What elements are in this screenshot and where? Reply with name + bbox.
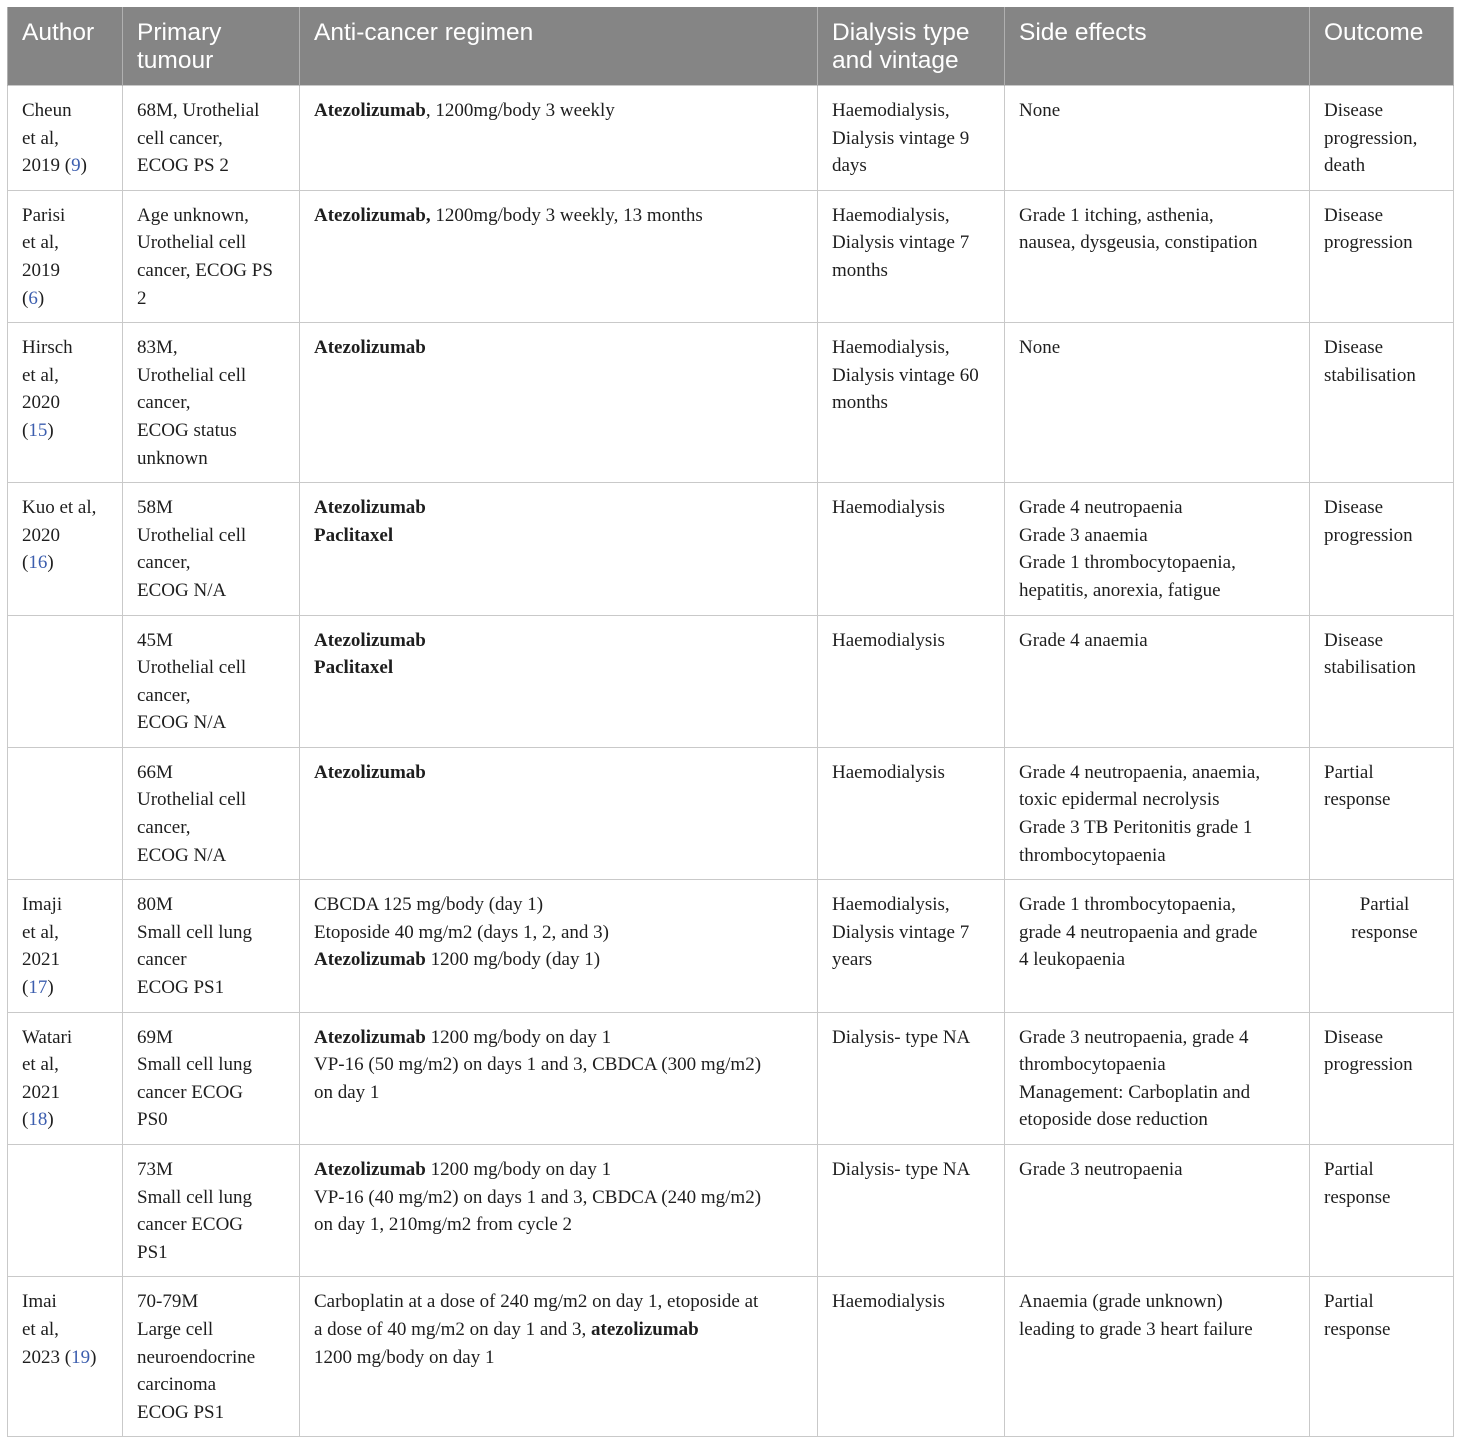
cell-outcome xyxy=(1310,86,1454,191)
drug-name-bold: Atezolizumab xyxy=(314,1159,426,1180)
side-effects-line: Grade 3 anaemia xyxy=(1019,524,1148,546)
table-row xyxy=(8,1277,1454,1437)
header-primary-tumour-line2: tumour xyxy=(137,47,214,74)
header-dialysis-line1: Dialysis type xyxy=(832,19,970,46)
tumour-line: 58M xyxy=(137,497,173,519)
tumour-line: cancer, xyxy=(137,817,191,839)
table-row xyxy=(8,190,1454,322)
regimen-text: on day 1 xyxy=(314,1081,380,1103)
header-outcome xyxy=(1310,7,1454,86)
tumour-line: Urothelial cell xyxy=(137,657,247,679)
cell-dialysis xyxy=(818,1012,1005,1144)
cell-primary-tumour xyxy=(123,483,300,615)
tumour-line: cancer xyxy=(137,949,187,971)
drug-name-bold: atezolizumab xyxy=(591,1318,699,1340)
cell-author xyxy=(8,483,123,615)
dialysis-line: Haemodialysis xyxy=(832,761,945,783)
dialysis-line: Dialysis vintage 7 xyxy=(832,232,970,254)
dialysis-line: Dialysis vintage 7 xyxy=(832,921,970,943)
side-effects-line: grade 4 neutropaenia and grade xyxy=(1019,921,1258,943)
cell-dialysis xyxy=(818,880,1005,1012)
side-effects-line: Grade 4 neutropaenia xyxy=(1019,497,1183,519)
cell-author xyxy=(8,86,123,191)
table-row xyxy=(8,483,1454,615)
header-side-effects-label: Side effects xyxy=(1019,19,1147,46)
author-text: ( xyxy=(22,287,29,309)
tumour-line: Urothelial cell xyxy=(137,789,247,811)
author-text: ) xyxy=(90,1346,97,1368)
author-text: Cheun xyxy=(22,100,72,121)
cell-side-effects xyxy=(1005,1012,1310,1144)
cell-side-effects xyxy=(1005,190,1310,322)
author-text: 2020 xyxy=(22,392,60,414)
cell-outcome xyxy=(1310,880,1454,1012)
cell-dialysis xyxy=(818,1277,1005,1437)
cell-regimen xyxy=(300,1145,818,1277)
side-effects-line: Grade 3 neutropaenia xyxy=(1019,1159,1183,1180)
side-effects-line: toxic epidermal necrolysis xyxy=(1019,789,1220,811)
cell-outcome xyxy=(1310,615,1454,747)
side-effects-line: Grade 4 neutropaenia, anaemia, xyxy=(1019,761,1261,783)
tumour-line: Urothelial cell xyxy=(137,364,247,386)
outcome-line: Disease xyxy=(1324,629,1384,651)
reference-link[interactable]: 16 xyxy=(28,552,48,574)
cell-regimen xyxy=(300,190,818,322)
outcome-line: response xyxy=(1324,1186,1391,1208)
dialysis-line: Dialysis- type NA xyxy=(832,1159,971,1180)
header-anti-cancer-regimen-label: Anti-cancer regimen xyxy=(314,19,534,46)
table-container xyxy=(7,7,1453,1437)
tumour-line: unknown xyxy=(137,447,208,469)
author-text: Parisi xyxy=(22,204,66,226)
cell-side-effects xyxy=(1005,615,1310,747)
cell-side-effects xyxy=(1005,747,1310,879)
header-primary-tumour xyxy=(123,7,300,86)
author-text: et al, xyxy=(22,232,59,254)
tumour-line: cancer ECOG xyxy=(137,1214,244,1236)
side-effects-line: Grade 1 itching, asthenia, xyxy=(1019,204,1214,226)
tumour-line: cancer ECOG xyxy=(137,1081,244,1103)
header-primary-tumour-line1: Primary xyxy=(137,19,222,46)
tumour-line: Small cell lung xyxy=(137,921,253,943)
cell-author xyxy=(8,190,123,322)
drug-name-bold: Atezolizumab xyxy=(314,497,426,519)
cell-regimen xyxy=(300,1012,818,1144)
tumour-line: Urothelial cell xyxy=(137,232,247,254)
regimen-text: VP-16 (40 mg/m2) on days 1 and 3, CBDCA (240 mg/m2) xyxy=(314,1186,762,1208)
dialysis-line: Haemodialysis xyxy=(832,1291,945,1313)
tumour-line: 2 xyxy=(137,287,147,309)
reference-link[interactable]: 18 xyxy=(28,1109,48,1131)
tumour-line: Small cell lung xyxy=(137,1186,253,1208)
dialysis-line: Haemodialysis, xyxy=(832,894,950,916)
tumour-line: 69M xyxy=(137,1026,173,1048)
author-text: ( xyxy=(22,552,29,574)
dialysis-line: days xyxy=(832,155,867,177)
tumour-line: 73M xyxy=(137,1159,173,1180)
cell-author xyxy=(8,323,123,483)
dialysis-line: Haemodialysis, xyxy=(832,337,950,359)
outcome-line: stabilisation xyxy=(1324,364,1416,386)
cell-dialysis xyxy=(818,747,1005,879)
reference-link[interactable]: 17 xyxy=(28,977,48,999)
cell-author xyxy=(8,1145,123,1277)
dialysis-line: Dialysis vintage 60 xyxy=(832,364,979,386)
cell-regimen xyxy=(300,1277,818,1437)
author-text: Kuo et al, xyxy=(22,497,97,519)
header-dialysis-line2: and vintage xyxy=(832,47,959,74)
outcome-line: progression xyxy=(1324,524,1413,546)
cell-author xyxy=(8,1277,123,1437)
side-effects-line: 4 leukopaenia xyxy=(1019,949,1126,971)
regimen-text: CBCDA 125 mg/body (day 1) xyxy=(314,894,544,916)
cell-primary-tumour xyxy=(123,190,300,322)
side-effects-line: Grade 4 anaemia xyxy=(1019,629,1148,651)
dialysis-line: Dialysis- type NA xyxy=(832,1026,971,1048)
cell-side-effects xyxy=(1005,483,1310,615)
cell-author xyxy=(8,615,123,747)
side-effects-line: hepatitis, anorexia, fatigue xyxy=(1019,579,1221,601)
cell-regimen xyxy=(300,615,818,747)
table-row xyxy=(8,1145,1454,1277)
tumour-line: 68M, Urothelial xyxy=(137,100,260,121)
cell-outcome xyxy=(1310,1145,1454,1277)
cell-outcome xyxy=(1310,1277,1454,1437)
regimen-text: 1200 mg/body on day 1 xyxy=(425,1026,612,1048)
cell-dialysis xyxy=(818,483,1005,615)
header-dialysis xyxy=(818,7,1005,86)
cell-side-effects xyxy=(1005,880,1310,1012)
author-text: ( xyxy=(22,419,29,441)
cell-side-effects xyxy=(1005,86,1310,191)
header-author-label: Author xyxy=(22,19,95,46)
drug-name-bold: Atezolizumab xyxy=(314,1026,426,1048)
tumour-line: Small cell lung xyxy=(137,1054,253,1076)
author-text: et al, xyxy=(22,1318,59,1340)
cell-outcome xyxy=(1310,747,1454,879)
tumour-line: ECOG PS1 xyxy=(137,1401,225,1423)
side-effects-line: None xyxy=(1019,100,1061,121)
regimen-text: 1200 mg/body on day 1 xyxy=(314,1346,495,1368)
reference-link[interactable]: 6 xyxy=(28,287,38,309)
cell-outcome xyxy=(1310,1012,1454,1144)
outcome-line: response xyxy=(1351,921,1418,943)
outcome-line: Partial xyxy=(1324,1291,1374,1313)
side-effects-line: leading to grade 3 heart failure xyxy=(1019,1318,1253,1340)
cell-primary-tumour xyxy=(123,323,300,483)
tumour-line: ECOG status xyxy=(137,419,237,441)
tumour-line: cell cancer, xyxy=(137,127,223,149)
outcome-line: response xyxy=(1324,1318,1391,1340)
author-text: et al, xyxy=(22,1054,59,1076)
tumour-line: carcinoma xyxy=(137,1374,217,1396)
outcome-line: Disease xyxy=(1324,1026,1384,1048)
cell-outcome xyxy=(1310,323,1454,483)
drug-name-bold: Atezolizumab xyxy=(314,629,426,651)
drug-name-bold: Atezolizumab xyxy=(314,100,426,121)
reference-link[interactable]: 15 xyxy=(28,419,48,441)
tumour-line: ECOG PS 2 xyxy=(137,155,229,177)
regimen-text: 1200mg/body 3 weekly, 13 months xyxy=(430,204,703,226)
cell-regimen xyxy=(300,323,818,483)
drug-name-bold: Paclitaxel xyxy=(314,524,394,546)
cell-primary-tumour xyxy=(123,1012,300,1144)
author-text: Imai xyxy=(22,1291,57,1313)
side-effects-line: Grade 1 thrombocytopaenia, xyxy=(1019,894,1236,916)
cell-dialysis xyxy=(818,1145,1005,1277)
tumour-line: ECOG N/A xyxy=(137,844,227,866)
tumour-line: PS1 xyxy=(137,1241,168,1263)
author-text: 2021 xyxy=(22,949,60,971)
cell-side-effects xyxy=(1005,1277,1310,1437)
cell-dialysis xyxy=(818,190,1005,322)
dialysis-line: Haemodialysis, xyxy=(832,100,950,121)
side-effects-line: None xyxy=(1019,337,1061,359)
cell-author xyxy=(8,880,123,1012)
reference-link[interactable]: 19 xyxy=(71,1346,91,1368)
table-row xyxy=(8,86,1454,191)
outcome-line: stabilisation xyxy=(1324,657,1416,679)
cell-dialysis xyxy=(818,323,1005,483)
cell-primary-tumour xyxy=(123,747,300,879)
table-row xyxy=(8,880,1454,1012)
cell-primary-tumour xyxy=(123,880,300,1012)
cell-author xyxy=(8,1012,123,1144)
tumour-line: PS0 xyxy=(137,1109,168,1131)
author-text: 2019 xyxy=(22,259,60,281)
table-row xyxy=(8,747,1454,879)
side-effects-line: thrombocytopaenia xyxy=(1019,1054,1166,1076)
author-text: ) xyxy=(47,552,54,574)
dialysis-line: months xyxy=(832,259,888,281)
drug-name-bold: Paclitaxel xyxy=(314,657,394,679)
side-effects-line: Management: Carboplatin and xyxy=(1019,1081,1251,1103)
author-text: et al, xyxy=(22,364,59,386)
tumour-line: 45M xyxy=(137,629,173,651)
author-text: ) xyxy=(47,977,54,999)
author-text: 2019 ( xyxy=(22,155,72,177)
drug-name-bold: Atezolizumab, xyxy=(314,204,431,226)
tumour-line: cancer, ECOG PS xyxy=(137,259,273,281)
outcome-line: progression xyxy=(1324,232,1413,254)
cell-author xyxy=(8,747,123,879)
author-text: 2020 xyxy=(22,524,60,546)
tumour-line: 83M, xyxy=(137,337,178,359)
side-effects-line: nausea, dysgeusia, constipation xyxy=(1019,232,1258,254)
drug-name-bold: Atezolizumab xyxy=(314,337,426,359)
cell-primary-tumour xyxy=(123,1277,300,1437)
drug-name-bold: Atezolizumab xyxy=(314,949,426,971)
cell-primary-tumour xyxy=(123,1145,300,1277)
side-effects-line: etoposide dose reduction xyxy=(1019,1109,1208,1131)
outcome-line: Disease xyxy=(1324,204,1384,226)
outcome-line: Disease xyxy=(1324,337,1384,359)
table-header-row xyxy=(8,7,1454,86)
drug-name-bold: Atezolizumab xyxy=(314,761,426,783)
tumour-line: Urothelial cell xyxy=(137,524,247,546)
tumour-line: Large cell xyxy=(137,1318,214,1340)
tumour-line: cancer, xyxy=(137,392,191,414)
cell-regimen xyxy=(300,747,818,879)
table-row xyxy=(8,615,1454,747)
outcome-line: Partial xyxy=(1324,1159,1374,1180)
regimen-text: , 1200mg/body 3 weekly xyxy=(425,100,615,121)
outcome-line: Partial xyxy=(1324,761,1374,783)
outcome-line: Partial xyxy=(1359,894,1410,916)
tumour-line: 80M xyxy=(137,894,173,916)
header-outcome-label: Outcome xyxy=(1324,19,1424,46)
author-text: et al, xyxy=(22,921,59,943)
outcome-line: Disease xyxy=(1324,100,1384,121)
outcome-line: Disease xyxy=(1324,497,1384,519)
outcome-line: progression xyxy=(1324,1054,1413,1076)
author-text: ( xyxy=(22,1109,29,1131)
tumour-line: Age unknown, xyxy=(137,204,249,226)
author-text: Imaji xyxy=(22,894,63,916)
header-side-effects xyxy=(1005,7,1310,86)
regimen-text: Etoposide 40 mg/m2 (days 1, 2, and 3) xyxy=(314,921,609,943)
reference-link[interactable]: 9 xyxy=(71,155,81,177)
author-text: ) xyxy=(80,155,87,177)
outcome-line: death xyxy=(1324,155,1366,177)
header-anti-cancer-regimen xyxy=(300,7,818,86)
side-effects-line: Grade 1 thrombocytopaenia, xyxy=(1019,552,1236,574)
author-text: ) xyxy=(47,1109,54,1131)
tumour-line: cancer, xyxy=(137,684,191,706)
dialysis-line: years xyxy=(832,949,873,971)
outcome-line: response xyxy=(1324,789,1391,811)
cell-dialysis xyxy=(818,615,1005,747)
author-text: Watari xyxy=(22,1026,73,1048)
side-effects-line: Anaemia (grade unknown) xyxy=(1019,1291,1223,1313)
side-effects-line: Grade 3 TB Peritonitis grade 1 xyxy=(1019,817,1253,839)
outcome-line: progression, xyxy=(1324,127,1418,149)
tumour-line: 70-79M xyxy=(137,1291,199,1313)
header-author xyxy=(8,7,123,86)
table-row xyxy=(8,323,1454,483)
cell-outcome xyxy=(1310,190,1454,322)
author-text: 2021 xyxy=(22,1081,60,1103)
dialysis-line: Haemodialysis, xyxy=(832,204,950,226)
tumour-line: 66M xyxy=(137,761,173,783)
regimen-text: 1200 mg/body (day 1) xyxy=(425,949,601,971)
cell-outcome xyxy=(1310,483,1454,615)
tumour-line: ECOG N/A xyxy=(137,579,227,601)
tumour-line: cancer, xyxy=(137,552,191,574)
regimen-text: 1200 mg/body on day 1 xyxy=(425,1159,612,1180)
regimen-text: a dose of 40 mg/m2 on day 1 and 3, xyxy=(314,1318,592,1340)
author-text: ) xyxy=(47,419,54,441)
tumour-line: neuroendocrine xyxy=(137,1346,256,1368)
regimen-text: Carboplatin at a dose of 240 mg/m2 on day 1, etoposide at xyxy=(314,1291,759,1313)
cell-regimen xyxy=(300,86,818,191)
dialysis-line: months xyxy=(832,392,888,414)
tumour-line: ECOG PS1 xyxy=(137,977,225,999)
author-text: et al, xyxy=(22,127,59,149)
side-effects-line: thrombocytopaenia xyxy=(1019,844,1166,866)
cell-primary-tumour xyxy=(123,615,300,747)
cell-side-effects xyxy=(1005,323,1310,483)
dialysis-line: Dialysis vintage 9 xyxy=(832,127,970,149)
table-body xyxy=(8,86,1454,1437)
dialysis-atezolizumab-table xyxy=(7,7,1454,1437)
side-effects-line: Grade 3 neutropaenia, grade 4 xyxy=(1019,1026,1249,1048)
cell-regimen xyxy=(300,880,818,1012)
author-text: Hirsch xyxy=(22,337,73,359)
cell-primary-tumour xyxy=(123,86,300,191)
regimen-text: on day 1, 210mg/m2 from cycle 2 xyxy=(314,1214,573,1236)
cell-dialysis xyxy=(818,86,1005,191)
author-text: ( xyxy=(22,977,29,999)
cell-side-effects xyxy=(1005,1145,1310,1277)
table-row xyxy=(8,1012,1454,1144)
tumour-line: ECOG N/A xyxy=(137,712,227,734)
dialysis-line: Haemodialysis xyxy=(832,497,945,519)
cell-regimen xyxy=(300,483,818,615)
regimen-text: VP-16 (50 mg/m2) on days 1 and 3, CBDCA (300 mg/m2) xyxy=(314,1054,762,1076)
author-text: 2023 ( xyxy=(22,1346,72,1368)
author-text: ) xyxy=(37,287,45,309)
dialysis-line: Haemodialysis xyxy=(832,629,945,651)
